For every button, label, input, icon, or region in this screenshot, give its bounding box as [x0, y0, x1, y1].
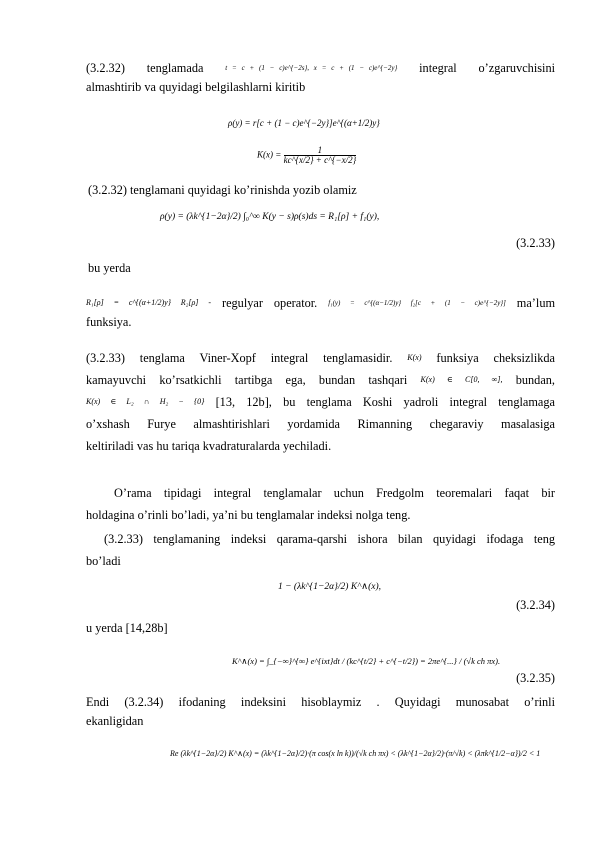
- paragraph-u-yerda: [86, 619, 555, 638]
- text-line: [86, 293, 555, 313]
- formula-text: K(x) =: [257, 149, 282, 160]
- formula-kx: K(x): [407, 353, 422, 362]
- paragraph-bu-yerda: [88, 259, 557, 278]
- text-span: kamayuvchi ko’rsatkichli tartibga ega, bundan tashqari: [86, 373, 408, 387]
- text-line: bu yerda: [88, 261, 131, 275]
- text-line: Endi (3.2.34) ifodaning indeksini hisoblaymiz . Quyidagi munosabat o’rinli: [86, 695, 555, 709]
- text-span: bundan,: [515, 373, 555, 387]
- fraction: [284, 146, 357, 165]
- formula-main-equation: [160, 212, 379, 223]
- text-line: [86, 347, 555, 369]
- text-line: funksiya.: [86, 315, 132, 329]
- text-span: (3.2.33) tenglama Viner-Xopf integral tenglamasidir.: [86, 351, 393, 365]
- paragraph-substitution: [86, 58, 555, 97]
- formula-index: [278, 582, 381, 593]
- formula-text: t = c + (1 − c)e^{−2s}, x = c + (1 − c)e^{−2y}: [225, 64, 398, 72]
- formula-r1: R₁[ρ] = c^{(α+1/2)y} R₂[ρ] -: [86, 298, 212, 307]
- text-line: o’xshash Furye almashtirishlari yordamida Rimanning chegaraviy masalasiga: [86, 417, 555, 431]
- text-line: bo’ladi: [86, 554, 121, 568]
- formula-l2-h2: K(x) ∈ L₂ ∩ H₂ − {0}: [86, 397, 205, 406]
- formula-fourier: [232, 656, 500, 667]
- formula-text: K^∧(x) = ∫_{−∞}^{∞} e^{ixt}dt / (kc^{t/2} + c^{−t/2}) = 2πe^{...} / (√k ch πx).: [232, 656, 501, 666]
- formula-text: 1 − (λk^{1−2α}/2) K^∧(x),: [278, 582, 382, 592]
- text-line: [86, 58, 555, 78]
- text-line: O’rama tipidagi integral tenglamalar uchun Fredgolm teoremalari faqat bir: [114, 486, 555, 500]
- text-span: ma’lum: [516, 296, 556, 310]
- formula-text: ρ(y) = (λk^{1−2α}/2) ∫₀^∞ K(y − s)ρ(s)ds = R₁[ρ] + f₁(y),: [160, 212, 380, 222]
- text-span: [13, 12b], bu tenglama Koshi yadroli integral tenglamaga: [215, 395, 555, 409]
- fraction-numerator: 1: [317, 145, 323, 155]
- text-line: (3.2.33) tenglamaning indeksi qarama-qarshi ishora bilan quyidagi ifodaga teng: [104, 532, 555, 546]
- formula-text: Re (λk^{1−2α}/2) K^∧(x) = (λk^{1−2α}/2)·(π cos(x ln k))/(√k ch πx) < (λk^{1−2α}/2)·(π/√k) < (λπk^{1/2−α})/2 < 1: [170, 749, 541, 758]
- formula-text: ρ(y) = r[c + (1 − c)e^{−2y}]e^{(α+1/2)y}: [228, 118, 380, 128]
- equation-number: (3.2.33): [516, 236, 555, 250]
- fraction-denominator: kc^{x/2} + c^{−x/2}: [283, 155, 357, 165]
- formula-f1: f₁(y) = c^{(α−1/2)y} f₂[c + (1 − c)e^{−2y}]: [328, 299, 506, 307]
- text-span: integral o’zgaruvchisini: [419, 61, 556, 75]
- text-span: regulyar operator.: [221, 296, 318, 310]
- formula-kernel-definition: [257, 146, 356, 165]
- text-line: (3.2.32) tenglamani quyidagi ko’rinishda yozib olamiz: [88, 183, 357, 197]
- paragraph-endi: [86, 693, 555, 731]
- formula-last-inequality: [170, 748, 540, 759]
- text-span: funksiya cheksizlikda: [436, 351, 556, 365]
- formula-rho-definition: [228, 118, 380, 129]
- text-line: almashtirib va quyidagi belgilashlarni kiritib: [86, 80, 306, 94]
- text-line: holdagina o’rinli bo’ladi, ya’ni bu tenglamalar indeksi nolga teng.: [86, 508, 411, 522]
- paragraph-index: [86, 528, 555, 572]
- text-line: [86, 369, 555, 391]
- paragraph-fredgolm: [86, 482, 555, 526]
- equation-number: (3.2.35): [516, 671, 555, 685]
- text-line: [86, 391, 555, 413]
- equation-number: (3.2.34): [516, 598, 555, 612]
- paragraph-rewrite: [88, 181, 557, 200]
- text-line: ekanligidan: [86, 714, 144, 728]
- formula-substitution: [225, 58, 397, 78]
- text-line: keltiriladi vas hu tariqa kvadraturalarda yechiladi.: [86, 439, 332, 453]
- paragraph-viner-xopf: [86, 347, 555, 457]
- text-span: (3.2.32) tenglamada: [86, 61, 204, 75]
- text-line: u yerda [14,28b]: [86, 621, 168, 635]
- formula-continuity: K(x) ∈ C[0, ∞],: [420, 375, 503, 384]
- paragraph-regular-operator: [86, 293, 555, 332]
